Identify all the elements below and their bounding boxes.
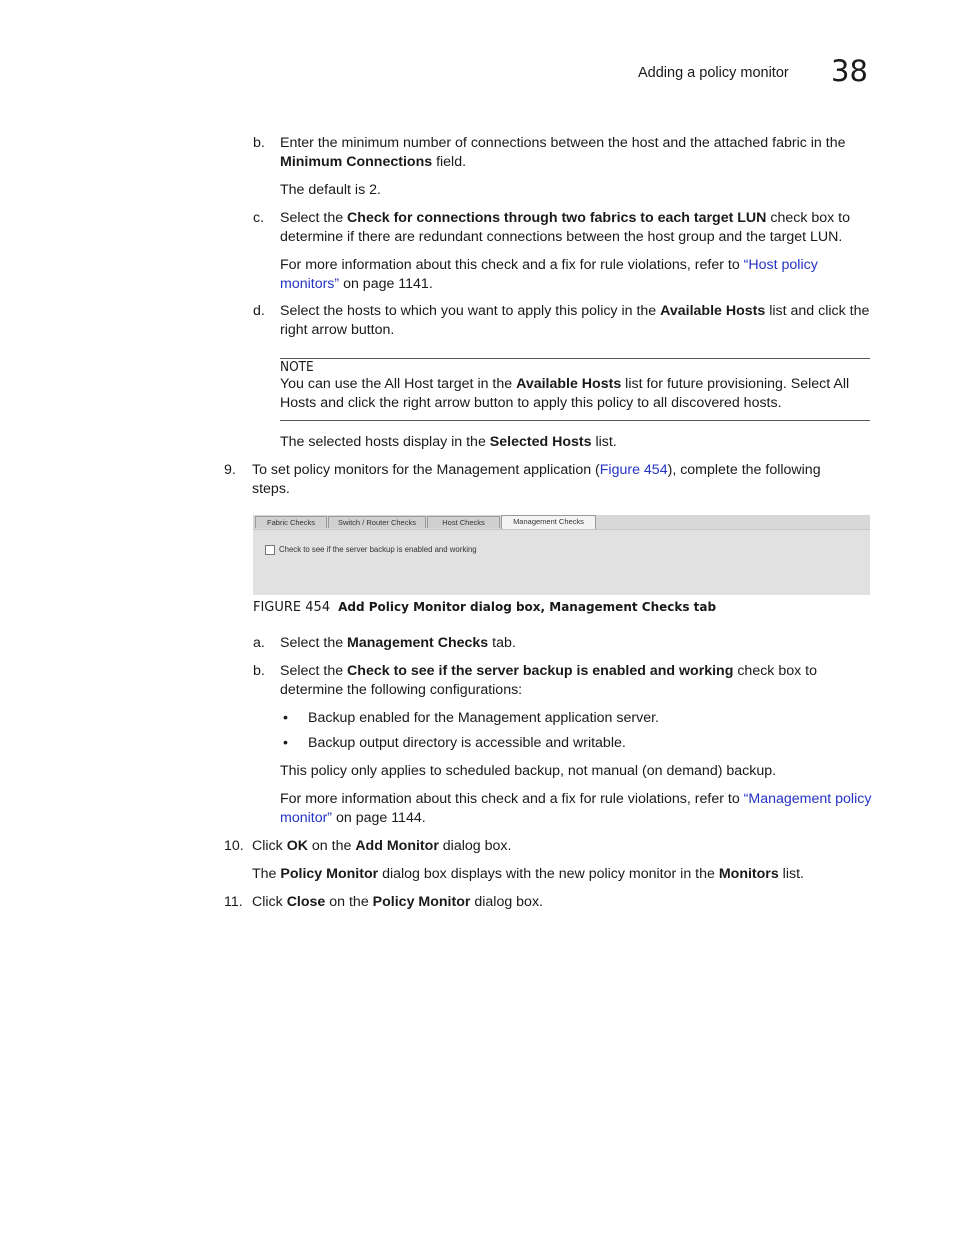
figure-title: Add Policy Monitor dialog box, Management Checks tab (338, 600, 717, 614)
list-item: Backup output directory is accessible and writable. (308, 735, 626, 751)
step-text: Select the Check to see if the server backup is enabled and working check box to determine the following configurations: (280, 663, 817, 698)
step-text: Enter the minimum number of connections between the host and the attached fabric in the Minimum Connections field. (280, 135, 846, 170)
ui-term: Selected Hosts (489, 434, 592, 450)
policy-note-text: This policy only applies to scheduled backup, not manual (on demand) backup. (280, 763, 777, 779)
note-text: You can use the All Host target in the Available Hosts list for future provisioning. Select All Hosts and click the right arrow button to apply this policy to all discovered hosts. (280, 376, 850, 411)
chapter-number: 38 (831, 54, 868, 88)
step-marker: d. (253, 303, 265, 319)
backup-check-row[interactable] (265, 544, 477, 556)
step-text: To set policy monitors for the Management application (Figure 454), complete the following steps. (252, 462, 821, 497)
ui-term: Add Monitor (355, 838, 439, 854)
step-marker: b. (253, 663, 265, 679)
figure-label: FIGURE 454 (253, 600, 331, 615)
step-marker: a. (253, 635, 265, 651)
ui-term: OK (286, 838, 308, 854)
step-text: Select the Management Checks tab. (280, 635, 516, 651)
step-text: Select the Check for connections through two fabrics to each target LUN check box to determine if there are redundant connections between the host group and the target LUN. (280, 210, 851, 245)
figure-454-link[interactable]: Figure 454 (599, 462, 668, 478)
tab-strip (253, 515, 870, 530)
step-text: Select the hosts to which you want to apply this policy in the Available Hosts list and click the right arrow button. (280, 303, 870, 338)
management-policy-monitor-link[interactable]: “Management policy monitor” (280, 791, 872, 826)
step-marker: 10. (224, 838, 244, 854)
tab-switch-router-checks[interactable]: Switch / Router Checks (328, 516, 426, 528)
step-marker: 9. (224, 462, 236, 478)
note-bottom-rule (280, 420, 870, 421)
step-marker: 11. (224, 894, 243, 910)
tab-management-checks[interactable]: Management Checks (501, 515, 596, 529)
backup-checkbox-label: Check to see if the server backup is enabled and working (279, 545, 477, 554)
figure-454-screenshot (253, 515, 870, 595)
result-text: The Policy Monitor dialog box displays with the new policy monitor in the Monitors list. (252, 866, 804, 882)
step-text: Click OK on the Add Monitor dialog box. (252, 838, 512, 854)
more-info-text: For more information about this check and a fix for rule violations, refer to “Host policy monitors” on page 1141. (280, 257, 818, 292)
default-text: The default is 2. (280, 182, 381, 198)
ui-term: Available Hosts (516, 376, 622, 392)
ui-term: Policy Monitor (280, 866, 379, 882)
running-header-title: Adding a policy monitor (638, 65, 789, 81)
ui-term: Check for connections through two fabrics to each target LUN (347, 210, 767, 226)
note-heading: NOTE (280, 359, 314, 375)
bullet-icon: • (283, 710, 288, 726)
backup-checkbox[interactable] (265, 545, 275, 555)
tab-fabric-checks[interactable]: Fabric Checks (255, 516, 327, 528)
step-marker: c. (253, 210, 265, 226)
ui-term: Policy Monitor (372, 894, 471, 910)
bullet-icon: • (283, 735, 288, 751)
selected-hosts-text: The selected hosts display in the Selected Hosts list. (280, 434, 617, 450)
ui-term: Check to see if the server backup is enabled and working (347, 663, 734, 679)
ui-term: Monitors (718, 866, 779, 882)
figure-caption (253, 598, 716, 617)
list-item: Backup enabled for the Management application server. (308, 710, 659, 726)
tab-host-checks[interactable]: Host Checks (427, 516, 500, 528)
step-text: Click Close on the Policy Monitor dialog box. (252, 894, 543, 910)
ui-term: Close (286, 894, 326, 910)
step-marker: b. (253, 135, 265, 151)
ui-term: Minimum Connections (280, 154, 433, 170)
ui-term: Management Checks (347, 635, 489, 651)
host-policy-monitors-link[interactable]: “Host policy monitors” (280, 257, 818, 292)
ui-term: Available Hosts (660, 303, 766, 319)
more-info-text: For more information about this check and a fix for rule violations, refer to “Management policy monitor” on page 1144. (280, 791, 872, 826)
